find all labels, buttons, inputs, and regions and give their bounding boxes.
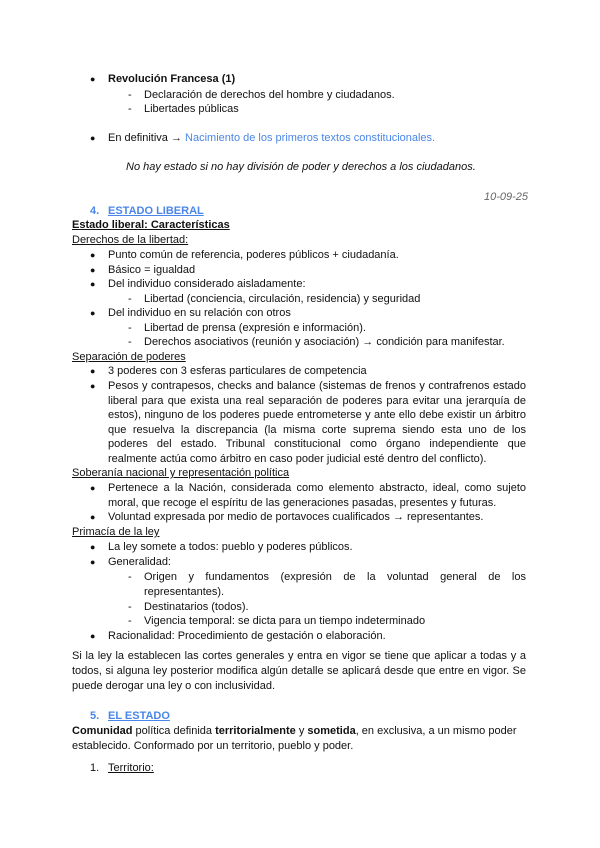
paragraph-line: puede derogar una ley o con inclusividad. <box>72 680 276 692</box>
derechos-b4-sub1: Libertad de prensa (expresión e información). <box>144 322 366 334</box>
dash-icon: - <box>128 322 132 334</box>
revolucion-item: Libertades públicas <box>144 103 239 115</box>
paragraph-line: Si la ley la establecen las cortes generales y entra en vigor se tiene que aplicar a todas y a <box>72 650 526 662</box>
comunidad-word: Comunidad <box>72 725 133 737</box>
derechos-b3: Del individuo considerado aisladamente: <box>108 278 306 290</box>
derechos-b2: Básico = igualdad <box>108 264 196 276</box>
dash-icon: - <box>128 336 132 348</box>
definitiva-link: Nacimiento de los primeros textos constitucionales. <box>185 132 436 144</box>
separacion-b1: 3 poderes con 3 esferas particulares de competencia <box>108 365 367 377</box>
primacia-heading: Primacía de la ley <box>72 526 160 538</box>
dash-icon: - <box>128 571 132 583</box>
soberania-b2: Voluntad expresada por medio de portavoces cualificados → representantes. <box>108 511 484 523</box>
item1-number: 1. <box>90 762 100 774</box>
bullet-icon: ● <box>90 74 96 84</box>
derechos-b4: Del individuo en su relación con otros <box>108 307 291 319</box>
item1-label: Territorio: <box>108 762 154 774</box>
derechos-b1: Punto común de referencia, poderes públicos + ciudadanía. <box>108 249 399 261</box>
primacia-b3: Racionalidad: Procedimiento de gestación o elaboración. <box>108 630 386 642</box>
primacia-b2: Generalidad: <box>108 556 171 568</box>
soberania-b1-line: moral, que recoge el espíritu de las generaciones pasadas, presentes y futuras. <box>108 497 497 509</box>
dash-icon: - <box>128 89 132 101</box>
separacion-b2-line: que resuelva la discrepancia (la misma corte suprema siendo esta uno de los <box>108 424 526 436</box>
bullet-icon: ● <box>90 557 96 567</box>
primacia-sub2: Destinatarios (todos). <box>144 601 249 613</box>
date: 10-09-25 <box>484 191 529 203</box>
primacia-sub1-line: representantes). <box>144 586 225 598</box>
bullet-icon: ● <box>90 631 96 641</box>
separacion-heading: Separación de poderes <box>72 351 186 363</box>
section5-text: y <box>295 725 308 737</box>
separacion-b2-line: liberal para que exista una real separación de poderes para evitar una jerarquía de <box>108 395 526 407</box>
separacion-b2-line: realmente actúa como árbitro en caso poder judicial esté dentro del conflicto). <box>108 453 487 465</box>
section4-number: 4. <box>90 205 100 217</box>
separacion-b2-line: poderes del estado. Tribunal constitucional como órgano independiente que <box>108 438 526 450</box>
derechos-b4-sub2: Derechos asociativos (reunión y asociación) → condición para manifestar. <box>144 336 505 348</box>
territorialmente-word: territorialmente <box>215 725 296 737</box>
bullet-icon: ● <box>90 381 96 391</box>
section5-number: 5. <box>90 710 100 722</box>
section5-paragraph-line1 <box>72 724 517 739</box>
bullet-icon: ● <box>90 366 96 376</box>
soberania-heading: Soberanía nacional y representación política <box>72 467 290 479</box>
revolucion-item: Declaración de derechos del hombre y ciudadanos. <box>144 89 395 101</box>
section5-paragraph-line2: establecido. Conformado por un territorio, pueblo y poder. <box>72 740 354 752</box>
bullet-icon: ● <box>90 279 96 289</box>
dash-icon: - <box>128 293 132 305</box>
section5-text: , en exclusiva, a un mismo poder <box>355 725 517 737</box>
separacion-b2-line: estos), ninguno de los poderes puede entrometerse y ante ello debe existir un árbitro <box>108 409 526 421</box>
dash-icon: - <box>128 601 132 613</box>
paragraph-line: todos, si alguna ley posterior modifica algún detalle se aplicará desde que entre en vigor. Se <box>72 665 526 677</box>
primacia-b1: La ley somete a todos: pueblo y poderes públicos. <box>108 541 353 553</box>
separacion-b2-line: Pesos y contrapesos, checks and balance (sistemas de frenos y contrafrenos estado <box>108 380 526 392</box>
quote: No hay estado si no hay división de poder y derechos a los ciudadanos. <box>126 161 476 173</box>
bullet-icon: ● <box>90 483 96 493</box>
bullet-icon: ● <box>90 512 96 522</box>
section4-subtitle: Estado liberal: Características <box>72 219 230 231</box>
derechos-b3-sub: Libertad (conciencia, circulación, residencia) y seguridad <box>144 293 421 305</box>
section5-text: política definida <box>132 725 216 737</box>
soberania-b1-line: Pertenece a la Nación, considerada como elemento abstracto, ideal, como sujeto <box>108 482 526 494</box>
dash-icon: - <box>128 103 132 115</box>
bullet-icon: ● <box>90 542 96 552</box>
bullet-icon: ● <box>90 133 96 143</box>
dash-icon: - <box>128 615 132 627</box>
revolucion-title: Revolución Francesa (1) <box>108 73 236 85</box>
primacia-sub3: Vigencia temporal: se dicta para un tiempo indeterminado <box>144 615 426 627</box>
section4-title: ESTADO LIBERAL <box>108 205 204 217</box>
bullet-icon: ● <box>90 265 96 275</box>
primacia-sub1-line: Origen y fundamentos (expresión de la voluntad general de los <box>144 571 526 583</box>
sometida-word: sometida <box>307 725 356 737</box>
section5-title: EL ESTADO <box>108 710 170 722</box>
bullet-icon: ● <box>90 250 96 260</box>
bullet-icon: ● <box>90 308 96 318</box>
derechos-heading: Derechos de la libertad: <box>72 234 189 246</box>
definitiva-line <box>108 131 435 146</box>
definitiva-prefix: En definitiva → <box>108 132 182 144</box>
